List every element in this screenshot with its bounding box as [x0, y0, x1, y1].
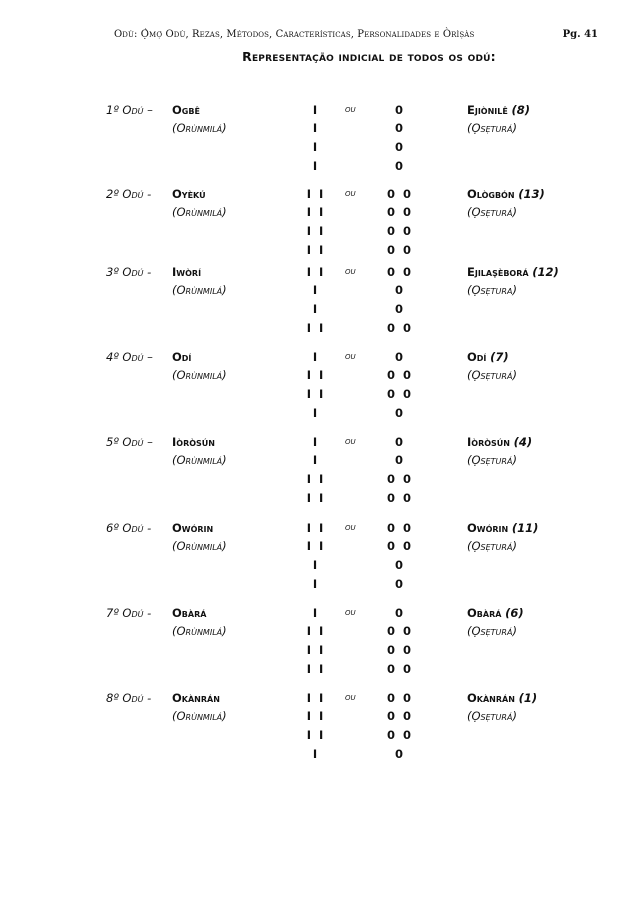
- equivalent-name: Ejiònilê: [467, 103, 508, 117]
- odu-mark-left: I I: [306, 321, 326, 335]
- odu-mark-left: I I: [306, 368, 326, 382]
- odu-name: Obàrá: [172, 606, 207, 620]
- odu-mark-left: I: [312, 747, 320, 761]
- odu-mark-right: 0 0: [386, 624, 413, 638]
- equivalent-number: (11): [511, 521, 539, 535]
- ou-separator: ou: [345, 187, 356, 199]
- odu-mark-right: 0: [394, 558, 405, 572]
- odu-mark-right: 0 0: [386, 539, 413, 553]
- odu-label: 3º Odú -: [106, 265, 152, 279]
- odu-mark-left: I: [312, 350, 320, 364]
- odu-mark-right: 0: [394, 140, 405, 154]
- odu-mark-left: I I: [306, 662, 326, 676]
- odu-mark-right: 0: [394, 350, 405, 364]
- equivalent-subtitle: (Ọsẹturá): [467, 121, 517, 135]
- odu-mark-left: I: [312, 558, 320, 572]
- section-title: Representação indicial de todos os odú:: [242, 49, 496, 64]
- equivalent-name: Okànrán: [467, 691, 515, 705]
- equivalent-subtitle: (Ọsẹturá): [467, 539, 517, 553]
- odu-mark-left: I I: [306, 539, 326, 553]
- odu-mark-left: I: [312, 283, 320, 297]
- equivalent-number: (13): [518, 187, 545, 201]
- odu-name: Odí: [172, 350, 192, 364]
- odu-mark-right: 0: [394, 453, 405, 467]
- equivalent-odu: [467, 521, 538, 535]
- equivalent-odu: [467, 435, 532, 449]
- odu-mark-left: I I: [306, 243, 326, 257]
- odu-mark-right: 0: [394, 435, 405, 449]
- odu-mark-right: 0 0: [386, 187, 413, 201]
- running-title: Odù: Ọ̀mọ́ Odù, Rezas, Métodos, Características, Personalidades e Òrìṣàs: [114, 29, 475, 40]
- odu-mark-right: 0: [394, 283, 405, 297]
- odu-label: 4º Odú –: [106, 350, 153, 364]
- equivalent-subtitle: (Ọsẹturá): [467, 368, 517, 382]
- equivalent-odu: [467, 103, 530, 117]
- running-header: [114, 29, 598, 45]
- equivalent-number: (12): [532, 265, 559, 279]
- ou-separator: ou: [345, 691, 356, 703]
- odu-mark-right: 0 0: [386, 728, 413, 742]
- odu-label: 1º Odú –: [106, 103, 153, 117]
- odu-label: 8º Odú -: [106, 691, 152, 705]
- page-number: Pg. 41: [562, 29, 598, 40]
- ou-separator: ou: [345, 435, 356, 447]
- odu-subtitle: (Orùnmilá): [172, 709, 227, 723]
- odu-mark-right: 0 0: [386, 662, 413, 676]
- odu-mark-right: 0: [394, 606, 405, 620]
- equivalent-subtitle: (Ọsẹturá): [467, 624, 517, 638]
- odu-mark-left: I I: [306, 624, 326, 638]
- odu-mark-right: 0 0: [386, 387, 413, 401]
- odu-mark-right: 0: [394, 103, 405, 117]
- ou-separator: ou: [345, 521, 356, 533]
- odu-mark-right: 0: [394, 406, 405, 420]
- odu-mark-left: I: [312, 121, 320, 135]
- odu-mark-left: I I: [306, 265, 326, 279]
- equivalent-number: (4): [513, 435, 533, 449]
- odu-mark-left: I: [312, 406, 320, 420]
- odu-label: 6º Odú -: [106, 521, 152, 535]
- odu-mark-right: 0: [394, 577, 405, 591]
- equivalent-name: Obàrá: [467, 606, 502, 620]
- odu-mark-left: I: [312, 140, 320, 154]
- odu-entry: [0, 187, 638, 271]
- odu-label: 7º Odú -: [106, 606, 152, 620]
- equivalent-name: Ològbón: [467, 187, 515, 201]
- odu-subtitle: (Orùnmilá): [172, 205, 227, 219]
- odu-entry: [0, 691, 638, 775]
- odu-subtitle: (Orùnmilá): [172, 539, 227, 553]
- odu-mark-left: I: [312, 606, 320, 620]
- odu-mark-left: I I: [306, 643, 326, 657]
- equivalent-number: (6): [505, 606, 524, 620]
- odu-mark-right: 0 0: [386, 224, 413, 238]
- odu-mark-left: I: [312, 453, 320, 467]
- odu-entry: [0, 103, 638, 187]
- odu-entry: [0, 521, 638, 605]
- equivalent-subtitle: (Ọsẹturá): [467, 453, 517, 467]
- odu-mark-right: 0 0: [386, 321, 413, 335]
- equivalent-name: Owórin: [467, 521, 509, 535]
- odu-entry: [0, 606, 638, 690]
- ou-separator: ou: [345, 606, 356, 618]
- odu-mark-right: 0: [394, 747, 405, 761]
- odu-label: 5º Odú –: [106, 435, 153, 449]
- odu-subtitle: (Orùnmilá): [172, 283, 227, 297]
- odu-mark-left: I: [312, 302, 320, 316]
- odu-mark-right: 0 0: [386, 521, 413, 535]
- ou-separator: ou: [345, 103, 356, 115]
- odu-subtitle: (Orùnmilá): [172, 624, 227, 638]
- equivalent-number: (7): [490, 350, 509, 364]
- odu-mark-right: 0 0: [386, 491, 413, 505]
- equivalent-name: Iòròsún: [467, 435, 510, 449]
- odu-subtitle: (Orùnmilá): [172, 368, 227, 382]
- equivalent-subtitle: (Ọsẹturá): [467, 205, 517, 219]
- odu-mark-left: I I: [306, 387, 326, 401]
- equivalent-subtitle: (Ọsẹtura): [467, 283, 517, 297]
- equivalent-subtitle: (Ọsẹturá): [467, 709, 517, 723]
- odu-mark-right: 0 0: [386, 709, 413, 723]
- odu-name: Oyèkú: [172, 187, 206, 201]
- odu-mark-right: 0 0: [386, 205, 413, 219]
- odu-mark-right: 0: [394, 302, 405, 316]
- odu-mark-left: I: [312, 435, 320, 449]
- odu-name: Iwòrí: [172, 265, 202, 279]
- odu-mark-left: I I: [306, 691, 326, 705]
- odu-mark-right: 0: [394, 159, 405, 173]
- odu-mark-left: I I: [306, 187, 326, 201]
- odu-mark-left: I: [312, 577, 320, 591]
- odu-mark-left: I I: [306, 205, 326, 219]
- odu-mark-left: I I: [306, 472, 326, 486]
- equivalent-number: (8): [511, 103, 531, 117]
- equivalent-odu: [467, 606, 524, 620]
- odu-mark-right: 0 0: [386, 243, 413, 257]
- odu-entry: [0, 435, 638, 519]
- ou-separator: ou: [345, 265, 356, 277]
- ou-separator: ou: [345, 350, 356, 362]
- odu-mark-right: 0 0: [386, 472, 413, 486]
- odu-mark-left: I I: [306, 491, 326, 505]
- odu-name: Ogbê: [172, 103, 200, 117]
- odu-subtitle: (Orùnmilá): [172, 453, 227, 467]
- odu-mark-left: I I: [306, 728, 326, 742]
- odu-mark-right: 0 0: [386, 368, 413, 382]
- odu-mark-left: I I: [306, 224, 326, 238]
- odu-subtitle: (Orùnmilá): [172, 121, 227, 135]
- equivalent-odu: [467, 187, 545, 201]
- odu-mark-left: I I: [306, 709, 326, 723]
- odu-name: Owórin: [172, 521, 214, 535]
- odu-mark-right: 0 0: [386, 691, 413, 705]
- odu-label: 2º Odú -: [106, 187, 152, 201]
- equivalent-name: Odí: [467, 350, 487, 364]
- equivalent-odu: [467, 350, 509, 364]
- equivalent-odu: [467, 691, 537, 705]
- odu-entry: [0, 350, 638, 434]
- odu-mark-left: I I: [306, 521, 326, 535]
- odu-mark-right: 0: [394, 121, 405, 135]
- odu-mark-left: I: [312, 103, 320, 117]
- equivalent-name: Ejilaṣèborá: [467, 265, 529, 279]
- odu-mark-right: 0 0: [386, 643, 413, 657]
- equivalent-number: (1): [518, 691, 538, 705]
- odu-name: Iòròsún: [172, 435, 215, 449]
- odu-mark-right: 0 0: [386, 265, 413, 279]
- odu-name: Okànrán: [172, 691, 220, 705]
- odu-entry: [0, 265, 638, 349]
- odu-mark-left: I: [312, 159, 320, 173]
- equivalent-odu: [467, 265, 559, 279]
